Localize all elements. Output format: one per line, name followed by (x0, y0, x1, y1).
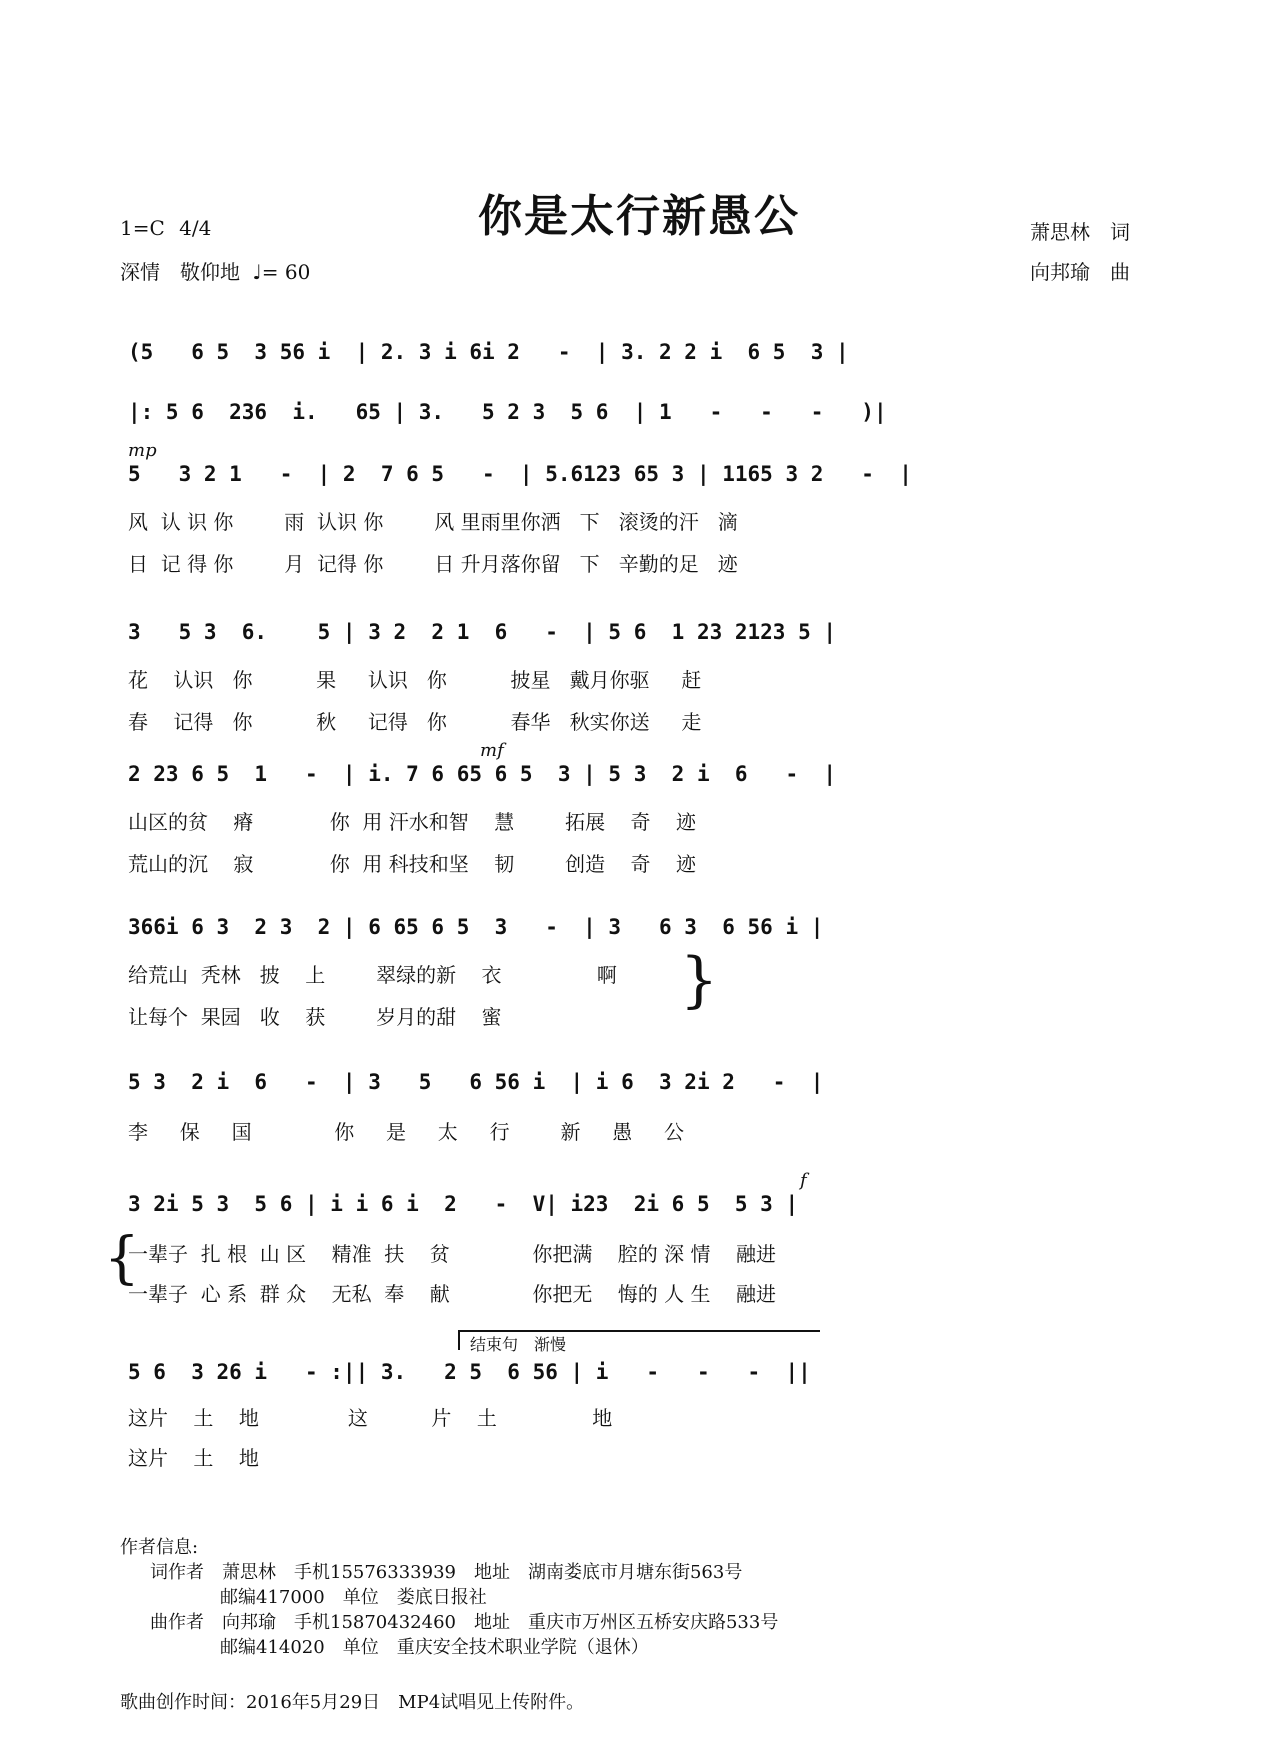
lyric-verse-2: 一辈子 心 系 群 众 无私 奉 献 你把无 悔的 人 生 融进 (128, 1282, 776, 1306)
ending-label: 结束句 渐慢 (470, 1335, 567, 1354)
tempo: ♩= 60 (252, 260, 311, 284)
verse-brace: } (680, 945, 719, 1015)
score-row-3 (120, 440, 1160, 590)
expression-tempo (120, 256, 310, 285)
author-info-line: 词作者 萧思林 手机15576333939 地址 湖南娄底市月塘东街563号 (150, 1562, 743, 1583)
dynamic-mark: f (800, 1170, 807, 1191)
expression: 深情 敬仰地 (120, 260, 240, 284)
lyric-verse-1: 这片 土 地 这 片 土 地 (128, 1406, 613, 1430)
score-row-1 (120, 330, 1160, 390)
lyric-verse-2: 荒山的沉 寂 你 用 科技和坚 韧 创造 奇 迹 (128, 852, 696, 876)
dynamic-mark: mp (128, 440, 157, 461)
notes: 3 2i 5 3 5 6 | i i 6 i 2 - V| i23 2i 6 5 5 3 | (128, 1192, 799, 1216)
score-row-4 (120, 610, 1160, 750)
lyric-verse-1: 给荒山 秃林 披 上 翠绿的新 衣 啊 (128, 963, 617, 987)
creation-note: 歌曲创作时间：2016年5月29日 MP4试唱见上传附件。 (120, 1692, 585, 1713)
author-info-heading: 作者信息: (120, 1537, 199, 1558)
key-signature (120, 216, 211, 240)
notes: 5 6 3 26 i - :|| 3. 2 5 6 56 | i - - - || (128, 1360, 811, 1384)
lyric-verse-1: 一辈子 扎 根 山 区 精准 扶 贫 你把满 腔的 深 情 融进 (128, 1242, 776, 1266)
notes: 3 5 3 6. 5 | 3 2 2 1 6 - | 5 6 1 23 2123 5 | (128, 620, 837, 644)
song-title: 你是太行新愚公 (478, 191, 800, 242)
lyric-verse-1: 花 认识 你 果 认识 你 披星 戴月你驱 赶 (128, 668, 702, 692)
lyric-verse-2: 让每个 果园 收 获 岁月的甜 蜜 (128, 1005, 502, 1029)
score-row-9 (120, 1330, 1160, 1480)
lyricist: 萧思林 词 (1030, 220, 1130, 244)
notes: 2 23 6 5 1 - | i. 7 6 65 6 5 3 | 5 3 2 i 6 - | (128, 762, 837, 786)
time-signature: 4/4 (179, 216, 212, 240)
score-row-6 (120, 905, 1160, 1045)
author-info-line: 邮编414020 单位 重庆安全技术职业学院（退休） (220, 1637, 649, 1658)
lyric-verse-2: 春 记得 你 秋 记得 你 春华 秋实你送 走 (128, 710, 702, 734)
lyric-verse-1: 风 认 识 你 雨 认识 你 风 里雨里你洒 下 滚烫的汗 滴 (128, 510, 738, 534)
lyric-verse-2: 日 记 得 你 月 记得 你 日 升月落你留 下 辛勤的足 迹 (128, 552, 738, 576)
notes: 5 3 2 1 - | 2 7 6 5 - | 5.6123 65 3 | 1165 3 2 - | (128, 462, 912, 486)
score-row-5 (120, 740, 1160, 890)
notes: 5 3 2 i 6 - | 3 5 6 56 i | i 6 3 2i 2 - | (128, 1070, 824, 1094)
lyric-verse-2: 这片 土 地 (128, 1446, 259, 1470)
verse-brace: { (104, 1226, 140, 1291)
lyric-verse-1: 李 保 国 你 是 太 行 新 愚 公 (128, 1120, 685, 1144)
dynamic-mark: mf (480, 740, 504, 761)
author-info-line: 邮编417000 单位 娄底日报社 (220, 1587, 487, 1608)
author-info-line: 曲作者 向邦瑜 手机15870432460 地址 重庆市万州区五桥安庆路533号 (150, 1612, 779, 1633)
notes: |: 5 6 236 i. 65 | 3. 5 2 3 5 6 | 1 - - - )| (128, 400, 887, 424)
author-info (120, 1535, 778, 1660)
key: 1=C (120, 216, 165, 240)
score-row-7 (120, 1060, 1160, 1160)
composer: 向邦瑜 曲 (1030, 260, 1130, 284)
score-row-8 (104, 1170, 1160, 1320)
notes: (5 6 5 3 56 i | 2. 3 i 6i 2 - | 3. 2 2 i 6 5 3 | (128, 340, 849, 364)
lyric-verse-1: 山区的贫 瘠 你 用 汗水和智 慧 拓展 奇 迹 (128, 810, 696, 834)
notes: 366i 6 3 2 3 2 | 6 65 6 5 3 - | 3 6 3 6 56 i | (128, 915, 824, 939)
